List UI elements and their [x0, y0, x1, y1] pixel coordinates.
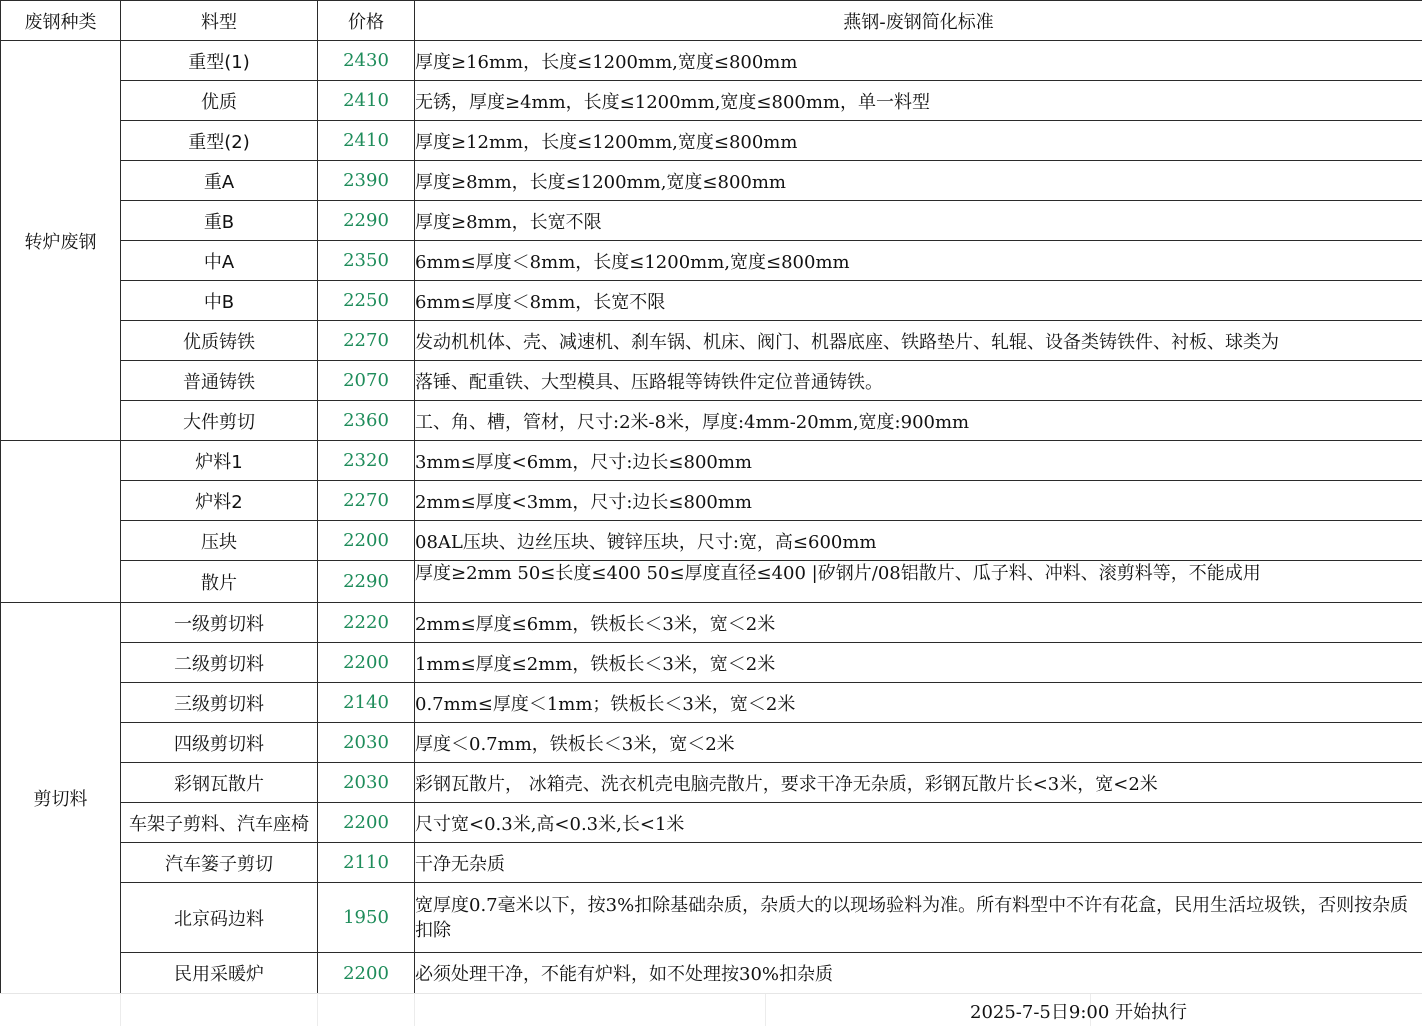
table-row [1, 241, 1422, 281]
table-row [1, 843, 1422, 883]
standard-cell: 必须处理干净，不能有炉料，如不处理按30%扣杂质 [415, 953, 1422, 994]
type-cell: 普通铸铁 [121, 361, 318, 401]
price-cell: 2200 [318, 953, 415, 994]
price-cell: 2270 [318, 321, 415, 361]
table-row [1, 281, 1422, 321]
price-cell: 2250 [318, 281, 415, 321]
table-row [1, 723, 1422, 763]
table-row [1, 361, 1422, 401]
table-row [1, 603, 1422, 643]
standard-cell: 6mm≤厚度＜8mm，长宽不限 [415, 281, 1422, 321]
standard-cell: 宽厚度0.7毫米以下，按3%扣除基础杂质，杂质大的以现场验料为准。所有料型中不许有花盒，民用生活垃圾铁，否则按杂质扣除 [415, 883, 1422, 953]
header-category: 废钢种类 [1, 1, 121, 41]
price-cell: 2350 [318, 241, 415, 281]
header-standard: 燕钢-废钢简化标准 [415, 1, 1422, 41]
type-cell: 重B [121, 201, 318, 241]
type-cell: 炉料1 [121, 441, 318, 481]
standard-cell: 工、角、槽，管材，尺寸:2米-8米，厚度:4mm-20mm,宽度:900mm [415, 401, 1422, 441]
effective-date-note: 2025-7-5日9:00 开始执行 [970, 998, 1187, 1024]
type-cell: 重A [121, 161, 318, 201]
type-cell: 一级剪切料 [121, 603, 318, 643]
type-cell: 散片 [121, 561, 318, 603]
standard-cell: 0.7mm≤厚度＜1mm；铁板长＜3米，宽＜2米 [415, 683, 1422, 723]
type-cell: 优质 [121, 81, 318, 121]
standard-cell: 尺寸宽<0.3米,高<0.3米,长<1米 [415, 803, 1422, 843]
type-cell: 大件剪切 [121, 401, 318, 441]
table-row [1, 561, 1422, 603]
type-cell: 彩钢瓦散片 [121, 763, 318, 803]
standard-cell: 2mm≤厚度≤6mm，铁板长＜3米，宽＜2米 [415, 603, 1422, 643]
table-row [1, 41, 1422, 81]
type-cell: 重型(2) [121, 121, 318, 161]
price-cell: 2410 [318, 81, 415, 121]
table-row [1, 161, 1422, 201]
type-cell: 车架子剪料、汽车座椅 [121, 803, 318, 843]
category-cell: 转炉废钢 [1, 41, 121, 441]
price-cell: 1950 [318, 883, 415, 953]
standard-cell: 落锤、配重铁、大型模具、压路辊等铸铁件定位普通铸铁。 [415, 361, 1422, 401]
standard-cell: 1mm≤厚度≤2mm，铁板长＜3米，宽＜2米 [415, 643, 1422, 683]
price-cell: 2030 [318, 723, 415, 763]
standard-cell: 6mm≤厚度＜8mm，长度≤1200mm,宽度≤800mm [415, 241, 1422, 281]
standard-cell: 厚度≥2mm 50≤长度≤400 50≤厚度直径≤400 |矽钢片/08铝散片、瓜子料、冲料、滚剪料等，不能成用 [415, 561, 1422, 603]
type-cell: 四级剪切料 [121, 723, 318, 763]
standard-cell: 发动机机体、壳、减速机、刹车锅、机床、阀门、机器底座、铁路垫片、轧辊、设备类铸铁件、衬板、球类为 [415, 321, 1422, 361]
table-row [1, 763, 1422, 803]
type-cell: 中A [121, 241, 318, 281]
price-cell: 2070 [318, 361, 415, 401]
price-cell: 2270 [318, 481, 415, 521]
standard-cell: 厚度≥8mm，长度≤1200mm,宽度≤800mm [415, 161, 1422, 201]
price-cell: 2290 [318, 201, 415, 241]
table-row [1, 521, 1422, 561]
type-cell: 三级剪切料 [121, 683, 318, 723]
price-cell: 2360 [318, 401, 415, 441]
price-cell: 2200 [318, 643, 415, 683]
type-cell: 北京码边料 [121, 883, 318, 953]
price-cell: 2200 [318, 521, 415, 561]
standard-cell: 厚度≥16mm，长度≤1200mm,宽度≤800mm [415, 41, 1422, 81]
table-row [1, 953, 1422, 994]
type-cell: 民用采暖炉 [121, 953, 318, 994]
price-cell: 2410 [318, 121, 415, 161]
price-cell: 2140 [318, 683, 415, 723]
header-price: 价格 [318, 1, 415, 41]
type-cell: 汽车篓子剪切 [121, 843, 318, 883]
price-cell: 2220 [318, 603, 415, 643]
price-cell: 2320 [318, 441, 415, 481]
table-row [1, 201, 1422, 241]
standard-cell: 2mm≤厚度<3mm，尺寸:边长≤800mm [415, 481, 1422, 521]
header-type: 料型 [121, 1, 318, 41]
price-cell: 2430 [318, 41, 415, 81]
type-cell: 炉料2 [121, 481, 318, 521]
standard-cell: 厚度＜0.7mm，铁板长＜3米，宽＜2米 [415, 723, 1422, 763]
type-cell: 中B [121, 281, 318, 321]
standard-cell: 厚度≥8mm，长宽不限 [415, 201, 1422, 241]
table-row [1, 441, 1422, 481]
table-row [1, 121, 1422, 161]
table-row [1, 321, 1422, 361]
standard-cell: 彩钢瓦散片， 冰箱壳、洗衣机壳电脑壳散片，要求干净无杂质，彩钢瓦散片长<3米，宽<2米 [415, 763, 1422, 803]
header-row [1, 1, 1422, 41]
table-row [1, 81, 1422, 121]
table-row [1, 481, 1422, 521]
standard-cell: 干净无杂质 [415, 843, 1422, 883]
price-cell: 2110 [318, 843, 415, 883]
table-row [1, 401, 1422, 441]
table-row [1, 643, 1422, 683]
price-cell: 2200 [318, 803, 415, 843]
type-cell: 重型(1) [121, 41, 318, 81]
price-cell: 2390 [318, 161, 415, 201]
standard-cell: 厚度≥12mm，长度≤1200mm,宽度≤800mm [415, 121, 1422, 161]
price-cell: 2030 [318, 763, 415, 803]
type-cell: 二级剪切料 [121, 643, 318, 683]
standard-cell: 3mm≤厚度<6mm，尺寸:边长≤800mm [415, 441, 1422, 481]
category-cell: 剪切料 [1, 603, 121, 994]
type-cell: 压块 [121, 521, 318, 561]
type-cell: 优质铸铁 [121, 321, 318, 361]
standard-cell: 无锈，厚度≥4mm，长度≤1200mm,宽度≤800mm，单一料型 [415, 81, 1422, 121]
category-cell [1, 441, 121, 603]
standard-cell: 08AL压块、边丝压块、镀锌压块，尺寸:宽，高≤600mm [415, 521, 1422, 561]
table-row [1, 883, 1422, 953]
table-row [1, 683, 1422, 723]
empty-grid-row [0, 993, 1422, 1026]
table-row [1, 803, 1422, 843]
price-cell: 2290 [318, 561, 415, 603]
